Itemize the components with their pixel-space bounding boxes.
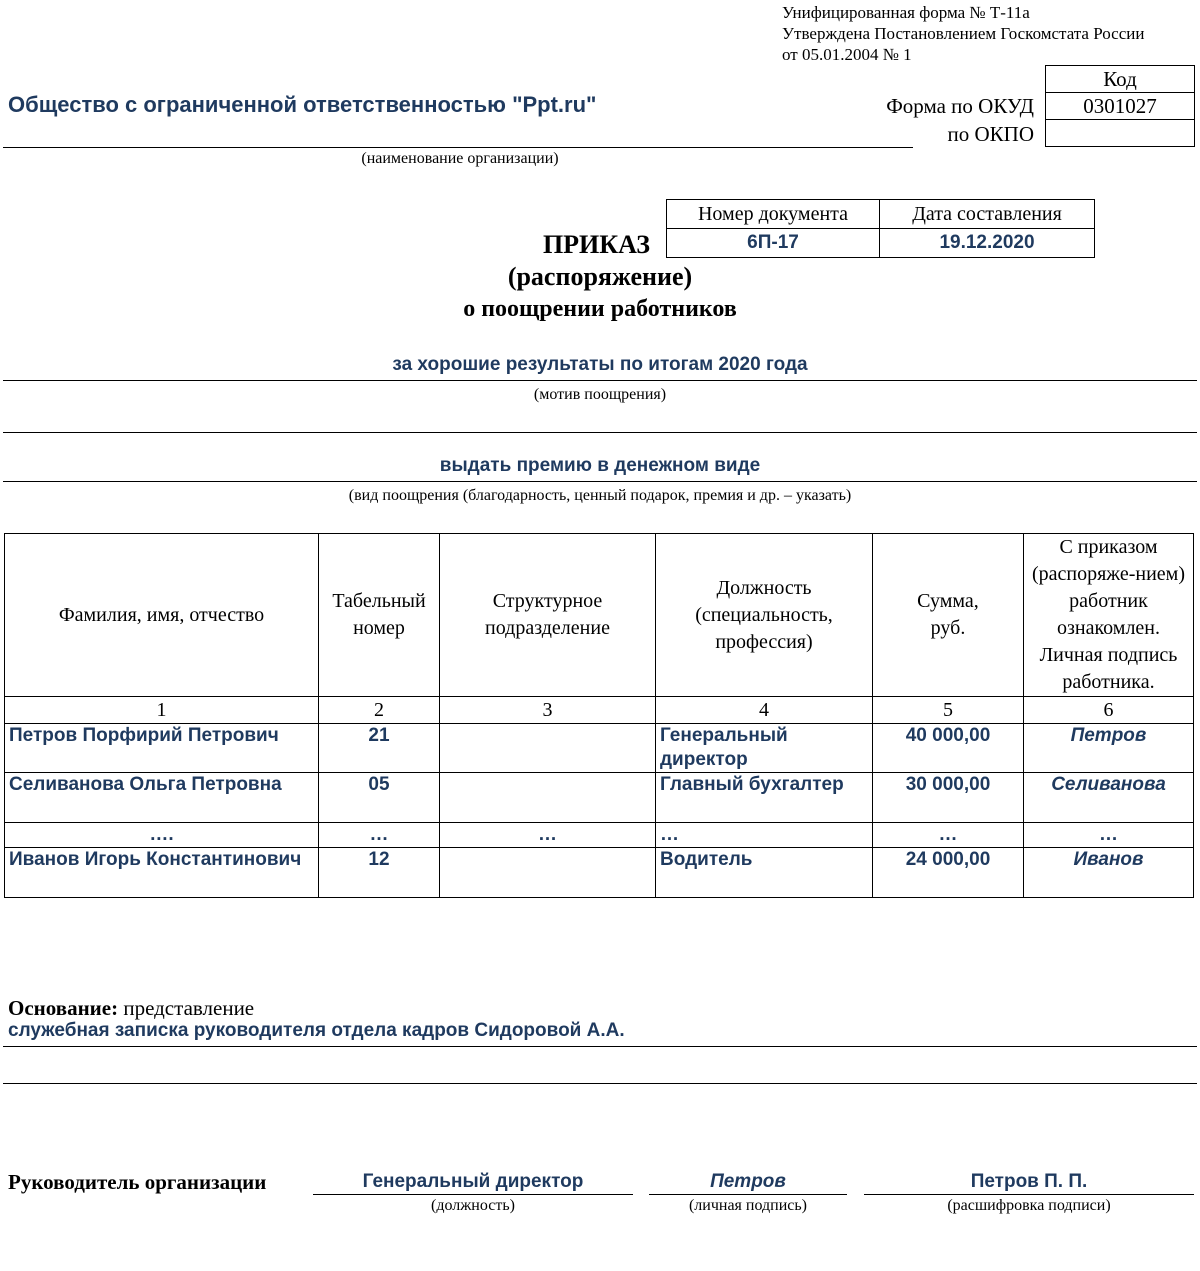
header-department: Структурное подразделение <box>440 534 656 697</box>
employee-personnel-number: 12 <box>319 848 440 898</box>
column-number: 6 <box>1024 697 1194 724</box>
document-number-table <box>666 199 1095 258</box>
table-row <box>5 848 1194 898</box>
employee-department <box>440 848 656 898</box>
reward-kind-underline <box>3 481 1197 482</box>
employee-position: Генеральный директор <box>656 724 873 773</box>
column-number: 1 <box>5 697 319 724</box>
document-number-header: Номер документа <box>667 200 880 229</box>
basis-line <box>8 996 254 1021</box>
column-number: 3 <box>440 697 656 724</box>
basis-underline <box>3 1046 1197 1047</box>
table-row <box>5 823 1194 848</box>
organization-caption: (наименование организации) <box>361 150 559 167</box>
basis-text: служебная записка руководителя отдела кадров Сидоровой А.А. <box>8 1020 625 1041</box>
employee-name: Петров Порфирий Петрович <box>5 724 319 773</box>
header-acknowledgement: С приказом (распоряже-нием) работник ознакомлен. Личная подпись работника. <box>1024 534 1194 697</box>
head-position: Генеральный директор <box>362 1171 584 1192</box>
employee-amount: … <box>873 823 1024 848</box>
employee-signature: Петров <box>1024 724 1194 773</box>
header-personnel-number: Табельный номер <box>319 534 440 697</box>
motive-caption: (мотив поощрения) <box>533 386 667 403</box>
approval-decree-line: Утверждена Постановлением Госкомстата России <box>782 24 1145 43</box>
employee-signature: Селиванова <box>1024 773 1194 823</box>
order-subject: о поощрении работников <box>463 296 737 322</box>
basis-underline-2 <box>3 1083 1197 1084</box>
table-row <box>5 773 1194 823</box>
employee-personnel-number: 05 <box>319 773 440 823</box>
table-row <box>5 724 1194 773</box>
basis-prefix: представление <box>118 996 255 1020</box>
blank-line <box>3 432 1197 433</box>
employee-signature: … <box>1024 823 1194 848</box>
okpo-value <box>1046 120 1195 147</box>
employee-personnel-number: … <box>319 823 440 848</box>
employees-table <box>4 533 1194 898</box>
head-signature-caption: (личная подпись) <box>688 1197 808 1214</box>
head-decoding-caption: (расшифровка подписи) <box>947 1197 1111 1214</box>
column-number: 5 <box>873 697 1024 724</box>
employee-amount: 24 000,00 <box>873 848 1024 898</box>
organization-underline <box>3 147 913 148</box>
employee-department: … <box>440 823 656 848</box>
employee-position: Главный бухгалтер <box>656 773 873 823</box>
head-position-caption: (должность) <box>431 1197 515 1214</box>
column-number: 4 <box>656 697 873 724</box>
code-table <box>1045 65 1195 147</box>
header-full-name: Фамилия, имя, отчество <box>5 534 319 697</box>
okpo-label: по ОКПО <box>947 122 1034 146</box>
motive-underline <box>3 380 1197 381</box>
employee-amount: 40 000,00 <box>873 724 1024 773</box>
motive-value: за хорошие результаты по итогам 2020 года <box>392 354 808 375</box>
approval-date-line: от 05.01.2004 № 1 <box>782 45 912 64</box>
organization-name: Общество с ограниченной ответственностью "Ppt.ru" <box>8 92 597 117</box>
employee-position: … <box>656 823 873 848</box>
document-date-header: Дата составления <box>880 200 1095 229</box>
reward-kind-value: выдать премию в денежном виде <box>439 455 761 476</box>
employee-personnel-number: 21 <box>319 724 440 773</box>
form-number-line: Унифицированная форма № Т-11а <box>782 3 1030 22</box>
header-amount: Сумма, руб. <box>873 534 1024 697</box>
order-title: ПРИКАЗ <box>542 230 650 259</box>
head-decoding-underline <box>864 1194 1194 1195</box>
order-subtitle: (распоряжение) <box>507 262 693 291</box>
employee-amount: 30 000,00 <box>873 773 1024 823</box>
head-signature-underline <box>649 1194 847 1195</box>
head-signature: Петров <box>710 1171 786 1192</box>
code-header: Код <box>1046 66 1195 93</box>
employee-position: Водитель <box>656 848 873 898</box>
reward-kind-caption: (вид поощрения (благодарность, ценный подарок, премия и др. – указать) <box>348 487 852 504</box>
header-position: Должность (специальность, профессия) <box>656 534 873 697</box>
document-date: 19.12.2020 <box>880 229 1095 258</box>
employee-name: Селиванова Ольга Петровна <box>5 773 319 823</box>
column-number: 2 <box>319 697 440 724</box>
head-position-underline <box>313 1194 633 1195</box>
employee-signature: Иванов <box>1024 848 1194 898</box>
employee-name: Иванов Игорь Константинович <box>5 848 319 898</box>
basis-label: Основание: <box>8 996 119 1020</box>
okud-label: Форма по ОКУД <box>886 94 1034 118</box>
form-approval-block <box>782 2 1144 65</box>
head-signature-decoding: Петров П. П. <box>970 1171 1088 1192</box>
okud-value: 0301027 <box>1046 93 1195 120</box>
employee-name: …. <box>5 823 319 848</box>
document-number: 6П-17 <box>667 229 880 258</box>
head-of-organization-label: Руководитель организации <box>8 1170 267 1194</box>
employee-department <box>440 773 656 823</box>
employee-department <box>440 724 656 773</box>
